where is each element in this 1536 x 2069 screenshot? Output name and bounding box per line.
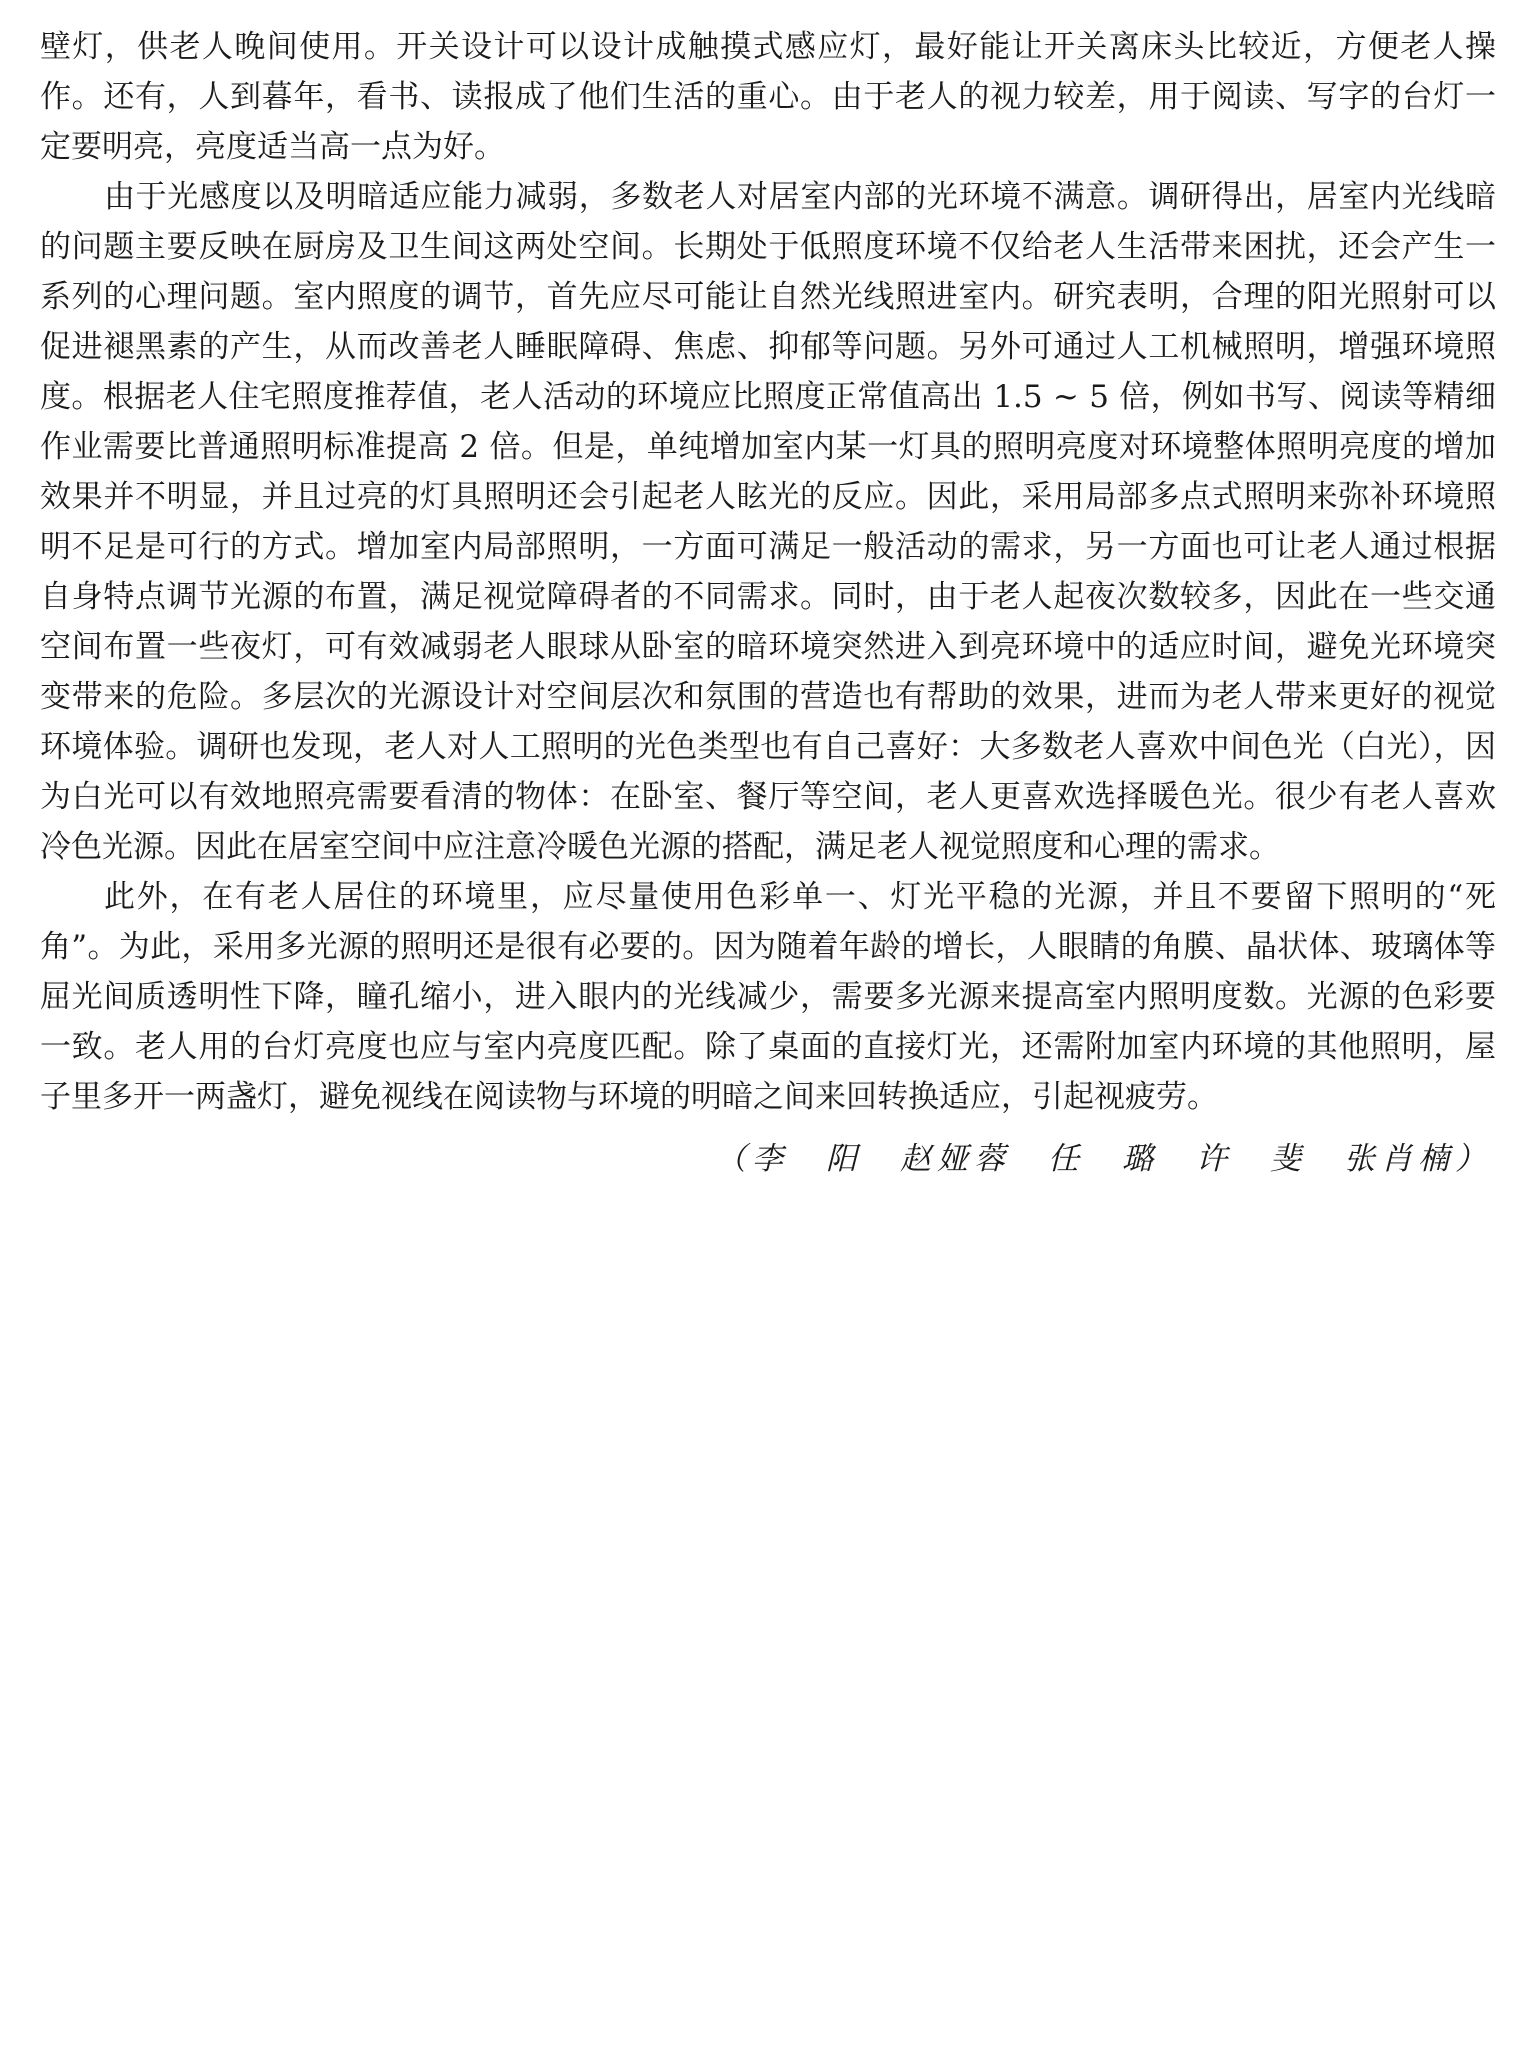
author-credits: （李 阳 赵娅蓉 任 璐 许 斐 张肖楠） bbox=[715, 1141, 1492, 1177]
paragraph-lighting-adaptation: 由于光感度以及明暗适应能力减弱，多数老人对居室内部的光环境不满意。调研得出，居室内光线暗的问题主要反映在厨房及卫生间这两处空间。长期处于低照度环境不仅给老人生活带来困扰，还会产生一系列的心理问题。室内照度的调节，首先应尽可能让自然光线照进室内。研究表明，合理的阳光照射可以促进褪黑素的产生，从而改善老人睡眠障碍、焦虑、抑郁等问题。另外可通过人工机械照明，增强环境照度。根据老人住宅照度推荐值，老人活动的环境应比照度正常值高出 1.5 ~ 5 倍，例如书写、阅读等精细作业需要比普通照明标准提高 2 倍。但是，单纯增加室内某一灯具的照明亮度对环境整体照明亮度的增加效果并不明显，并且过亮的灯具照明还会引起老人眩光的反应。因此，采用局部多点式照明来弥补环境照明不足是可行的方式。增加室内局部照明，一方面可满足一般活动的需求，另一方面也可让老人通过根据自身特点调节光源的布置，满足视觉障碍者的不同需求。同时，由于老人起夜次数较多，因此在一些交通空间布置一些夜灯，可有效减弱老人眼球从卧室的暗环境突然进入到亮环境中的适应时间，避免光环境突变带来的危险。多层次的光源设计对空间层次和氛围的营造也有帮助的效果，进而为老人带来更好的视觉环境体验。调研也发现，老人对人工照明的光色类型也有自己喜好：大多数老人喜欢中间色光（白光），因为白光可以有效地照亮需要看清的物体：在卧室、餐厅等空间，老人更喜欢选择暖色光。很少有老人喜欢冷色光源。因此在居室空间中应注意冷暖色光源的搭配，满足老人视觉照度和心理的需求。 bbox=[40, 179, 1496, 865]
paragraph-continuation: 壁灯，供老人晚间使用。开关设计可以设计成触摸式感应灯，最好能让开关离床头比较近，方便老人操作。还有，人到暮年，看书、读报成了他们生活的重心。由于老人的视力较差，用于阅读、写字的台灯一定要明亮，亮度适当高一点为好。 bbox=[40, 29, 1496, 165]
document-page bbox=[40, 22, 1496, 1184]
paragraph-light-sources: 此外，在有老人居住的环境里，应尽量使用色彩单一、灯光平稳的光源，并且不要留下照明的“死角”。为此，采用多光源的照明还是很有必要的。因为随着年龄的增长，人眼睛的角膜、晶状体、玻璃体等屈光间质透明性下降，瞳孔缩小，进入眼内的光线减少，需要多光源来提高室内照明度数。光源的色彩要一致。老人用的台灯亮度也应与室内亮度匹配。除了桌面的直接灯光，还需附加室内环境的其他照明，屋子里多开一两盏灯，避免视线在阅读物与环境的明暗之间来回转换适应，引起视疲劳。 bbox=[40, 879, 1496, 1115]
